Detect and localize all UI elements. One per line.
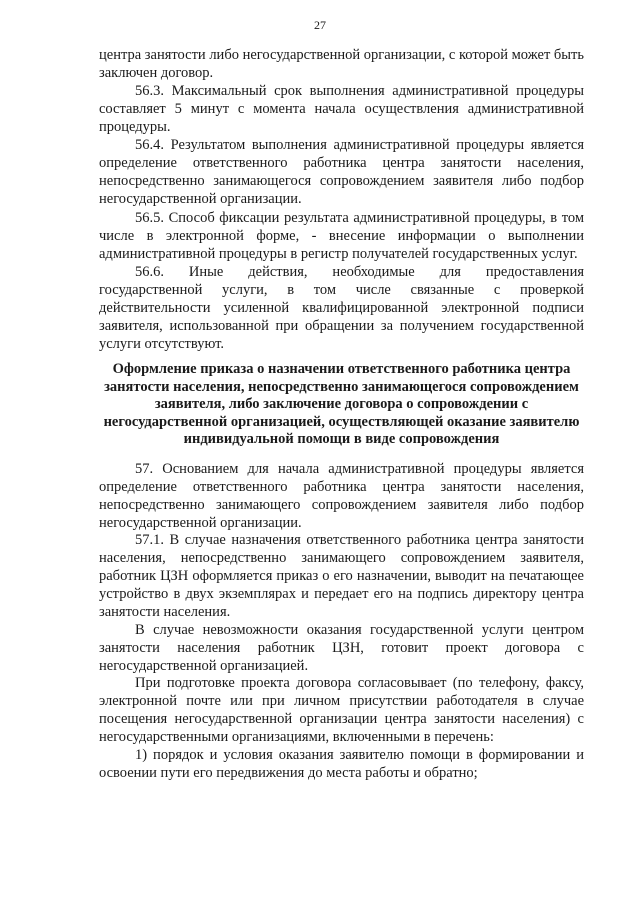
list-item-1: 1) порядок и условия оказания заявителю помощи в формировании и освоении пути его передвижения до места работы и обратно; [99, 747, 584, 781]
page-number: 27 [314, 18, 326, 32]
paragraph-no-service: В случае невозможности оказания государственной услуги центром занятости населения работник ЦЗН, готовит проект договора с негосударственной организацией. [99, 622, 584, 674]
paragraph-56-5: 56.5. Способ фиксации результата административной процедуры, в том числе в электронной форме, - внесение информации о выполнении административной процедуры в регистр получателей государственных услуг. [99, 210, 584, 262]
paragraph-continuation: центра занятости либо негосударственной организации, с которой может быть заключен договор. [99, 47, 584, 81]
paragraph-57: 57. Основанием для начала административной процедуры является определение ответственного работника центра занятости населения, непосредственно занимающего сопровождением заявителя либо подбор негосударственной организации. [99, 461, 584, 531]
paragraph-56-4: 56.4. Результатом выполнения административной процедуры является определение ответственного работника центра занятости населения, непосредственно занимающегося сопровождением заявителя либо подбор негосударственной организации. [99, 137, 584, 207]
section-heading: Оформление приказа о назначении ответственного работника центра занятости населения, непосредственно занимающегося сопровождением заявителя, либо заключение договора о сопровождении с негосударственной организацией, осуществляющей оказание заявителю индивидуальной помощи в виде сопровождения [103, 361, 580, 448]
paragraph-contract-preparation: При подготовке проекта договора согласовывает (по телефону, факсу, электронной почте или при личном присутствии работодателя в случае посещения негосударственной организации центра занятости населения) с негосударственными организациями, включенными в перечень: [99, 675, 584, 745]
paragraph-56-3: 56.3. Максимальный срок выполнения административной процедуры составляет 5 минут с момента начала осуществления административной процедуры. [99, 83, 584, 135]
paragraph-56-6: 56.6. Иные действия, необходимые для предоставления государственной услуги, в том числе связанные с проверкой действительности усиленной квалифицированной электронной подписи заявителя, использованной при обращении за получением государственной услуги отсутствуют. [99, 264, 584, 352]
paragraph-57-1: 57.1. В случае назначения ответственного работника центра занятости населения, непосредственно занимающего сопровождением заявителя, работник ЦЗН оформляется приказ о его назначении, выводит на печатающее устройство в двух экземплярах и передает его на подпись директору центра занятости населения. [99, 532, 584, 620]
